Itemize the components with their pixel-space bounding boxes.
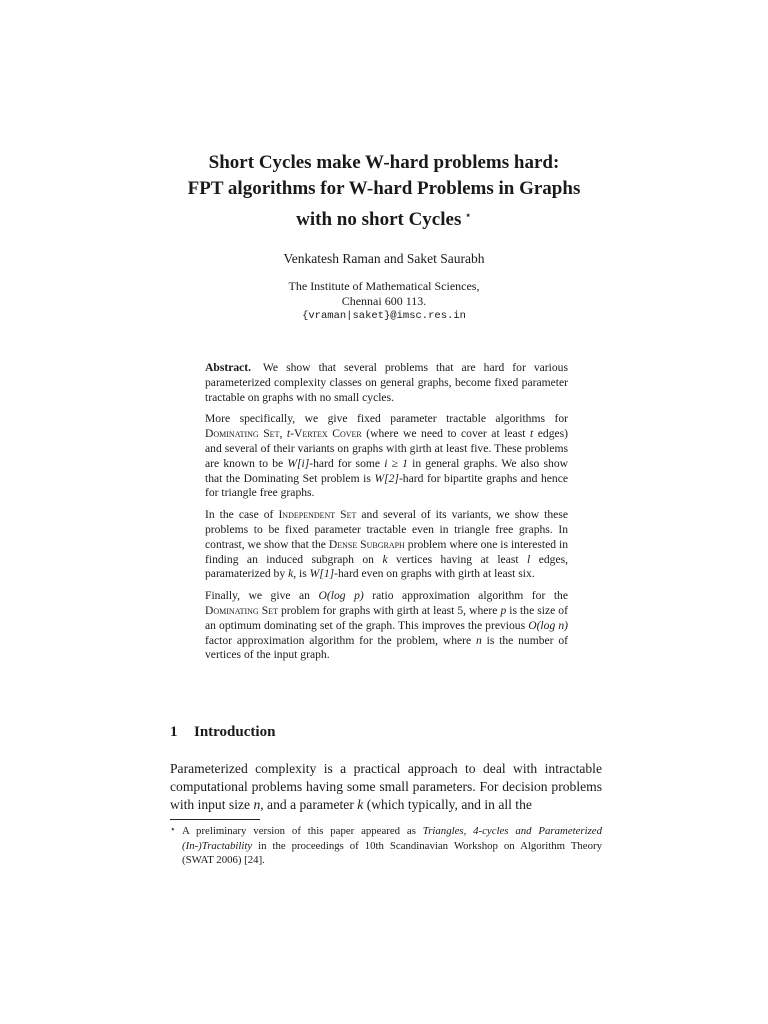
text-run: problem where one is interested in finding an induced subgraph on: [205, 537, 568, 566]
section-title: Introduction: [194, 724, 276, 740]
math-var: l: [527, 552, 531, 566]
math-expr: W[2]: [374, 471, 399, 485]
footnote-text: [170, 824, 602, 868]
title-line-2: FPT algorithms for W-hard Problems in Graphs: [187, 178, 581, 199]
text-run: factor approximation algorithm for the problem, where: [205, 633, 472, 647]
author-email: {vraman|saket}@imsc.res.in: [302, 310, 466, 322]
title-line-3-text: with no short Cycles: [296, 209, 462, 230]
title-line-3: [150, 202, 618, 233]
affiliation: [150, 279, 618, 324]
paper-title: [150, 150, 618, 233]
title-footnote-star: ⋆: [464, 208, 472, 222]
math-var: k: [382, 552, 388, 566]
affiliation-institute: The Institute of Mathematical Sciences,: [288, 279, 480, 293]
problem-name: Dominating Set: [205, 603, 278, 617]
math-var: t: [530, 427, 534, 441]
text-run: Parameterized complexity is a practical approach to deal with intractable computational problems having some small parameters. For decision problems with input size: [170, 761, 602, 813]
abstract-paragraph-3: [205, 508, 568, 582]
text-run: , is: [293, 567, 307, 581]
abstract: [205, 361, 568, 670]
text-run: More specifically, we give fixed parameter tractable algorithms for: [205, 412, 568, 426]
abstract-paragraph-2: [205, 412, 568, 501]
text-run: vertices having at least: [396, 552, 519, 566]
text-run: problem for graphs with girth at least 5, where: [280, 603, 498, 617]
text-run: A preliminary version of this paper appeared as: [182, 825, 416, 837]
cited-title: Triangles, 4-cycles and Parameterized (In-)Tractability: [182, 825, 602, 852]
math-expr: O(log n): [528, 618, 568, 632]
author-list: Venkatesh Raman and Saket Saurabh: [283, 251, 485, 266]
math-var: t: [286, 427, 291, 441]
text-run: In the case of: [205, 508, 274, 522]
text-run: edges, paramaterized by: [205, 552, 569, 581]
math-var: k: [288, 567, 294, 581]
footnote-star: ⋆: [170, 824, 176, 834]
problem-name: Dense Subgraph: [328, 537, 405, 551]
section-number: 1: [170, 724, 178, 740]
text-run: -hard for bipartite graphs and hence for triangle free graphs.: [205, 471, 568, 500]
abstract-label: Abstract.: [205, 361, 252, 374]
title-line-1: Short Cycles make W-hard problems hard:: [208, 152, 560, 173]
abstract-paragraph-4: [205, 589, 568, 663]
math-var: k: [357, 797, 364, 813]
problem-name: Independent Set: [278, 508, 357, 522]
problem-name: -Vertex Cover: [290, 427, 362, 441]
text-run: , and a parameter: [260, 797, 354, 813]
text-run: ratio approximation algorithm for the: [372, 589, 568, 603]
footnote: [170, 824, 602, 868]
text-run: is the size of an optimum dominating set of the graph. This improves the previous: [205, 603, 568, 632]
text-run: is the number of vertices of the input graph.: [205, 633, 569, 662]
math-var: n: [475, 633, 482, 647]
text-run: (where we need to cover at least: [366, 427, 526, 441]
text-run: ,: [279, 427, 283, 441]
affiliation-city: Chennai 600 113.: [341, 294, 427, 308]
text-run: edges) and several of their variants on graphs with girth at least five. These problems are known to be: [205, 427, 569, 470]
text-run: Finally, we give an: [205, 589, 310, 603]
math-var: p: [500, 603, 507, 617]
abstract-p1-text: We show that several problems that are hard for various parameterized complexity classes on general graphs, become fixed parameter tractable on graphs with no small cycles.: [205, 361, 568, 404]
math-expr: W[1]: [309, 567, 335, 581]
math-expr: i ≥ 1: [384, 456, 408, 470]
text-run: -hard for some: [309, 456, 381, 470]
abstract-paragraph-1: [205, 361, 568, 405]
math-var: n: [253, 797, 261, 813]
text-run: in the proceedings of 10th Scandinavian Workshop on Algorithm Theory (SWAT 2006) [24].: [182, 839, 602, 867]
math-expr: O(log p): [318, 589, 364, 603]
text-run: (which typically, and in all the: [366, 797, 532, 813]
text-run: -hard even on graphs with girth at least six.: [334, 567, 535, 581]
text-run: and several of its variants, we show these problems to be fixed parameter tractable even in triangle free graphs. In contrast, we show that the: [205, 508, 568, 551]
intro-paragraph: [170, 760, 602, 815]
text-run: in general graphs. We also show that the Dominating Set problem is: [205, 456, 568, 485]
section-heading: [170, 724, 275, 741]
footnote-divider: [170, 819, 260, 820]
math-expr: W[i]: [287, 456, 310, 470]
problem-name: Dominating Set: [205, 427, 280, 441]
